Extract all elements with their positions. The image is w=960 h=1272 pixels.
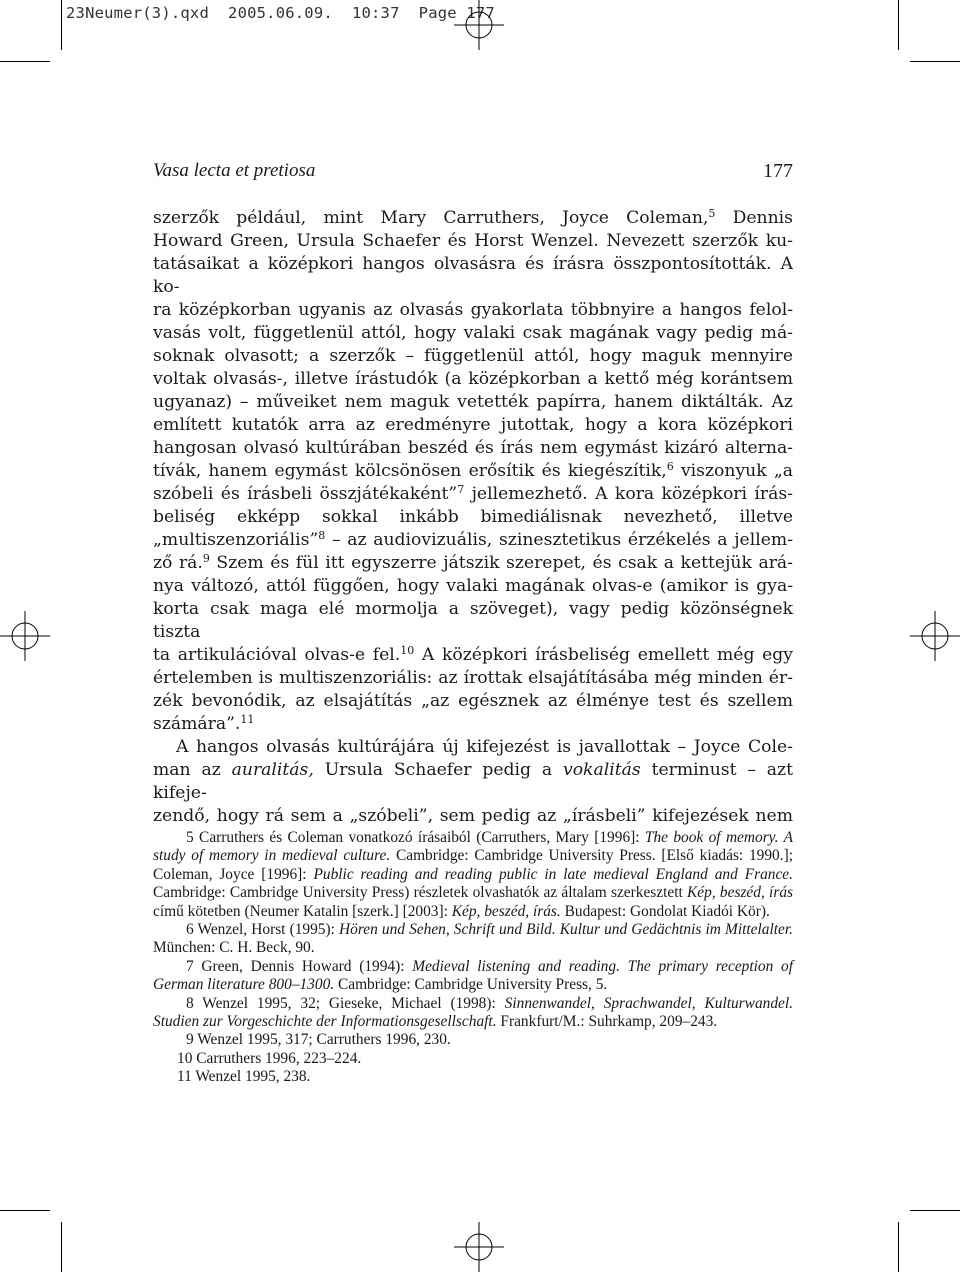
crop-mark-bottom-left-horizontal — [0, 1210, 50, 1211]
text-line: szerzők például, mint Mary Carruthers, Joyce Coleman,$^5$ Dennis — [153, 207, 793, 228]
text-line: man az auralitás, Ursula Schaefer pedig a vokalitás terminust – azt kifeje- — [153, 760, 794, 803]
text-line: zendő, hogy rá sem a „szóbeli”, sem pedig az „írásbeli” kifejezések nem — [153, 806, 793, 826]
running-header-title: Vasa lecta et pretiosa — [153, 160, 316, 181]
print-slug: 23Neumer(3).qxd 2005.06.09. 10:37 Page 177 — [66, 4, 495, 22]
text-line: „multiszenzoriális”$^8$ – az audiovizuális, szinesztetikus érzékelés a jellem- — [153, 529, 794, 550]
registration-mark-bottom-icon — [454, 1222, 504, 1272]
text-line: nya változó, attól függően, hogy valaki magának olvas-e (amikor is gya- — [153, 576, 793, 596]
crop-mark-top-right-vertical — [898, 0, 899, 50]
text-line: hangosan olvasó kultúrában beszéd és írás nem egymást kizáró alterna- — [153, 438, 793, 458]
registration-mark-top-icon — [454, 0, 504, 50]
footnote-5: 5 Carruthers és Coleman vonatkozó írásaiból (Carruthers, Mary [1996]: The book of memory. A study of memory in medieval culture. Cambridge: Cambridge University Press. [Első kiadás: 1990.]; Coleman, Joyce [1996]: Public reading and reading public in late medieval England and France. Cambridge: Cambridge University Press) részletek olvashatók az általam szerkesztett Kép, beszéd, írás című kötetben (Neumer Katalin [szerk.] [2003]: Kép, beszéd, írás. Budapest: Gondolat Kiadói Kör). — [153, 829, 794, 920]
text-line: beliség ekképp sokkal inkább bimediálisnak nevezhető, illetve — [153, 507, 793, 527]
crop-mark-bottom-left-vertical — [61, 1222, 62, 1272]
registration-mark-left-icon — [0, 611, 50, 661]
crop-mark-top-right-horizontal — [910, 61, 960, 62]
footnote-11: 11 Wenzel 1995, 238. — [177, 1068, 311, 1086]
text-line: szóbeli és írásbeli összjátékaként”$^7$ jellemezhető. A kora középkori írás- — [153, 483, 793, 504]
crop-mark-bottom-right-horizontal — [910, 1210, 960, 1211]
text-line: ugyanaz) – műveiket nem maguk vetették papírra, hanem diktálták. Az — [153, 392, 793, 412]
footnote-8: 8 Wenzel 1995, 32; Gieseke, Michael (1998): Sinnenwandel, Sprachwandel, Kulturwandel. Studien zur Vorgeschichte der Informationsgesellschaft. Frankfurt/M.: Suhrkamp, 209–243. — [153, 994, 793, 1031]
text-line: Howard Green, Ursula Schaefer és Horst Wenzel. Nevezett szerzők ku- — [153, 231, 793, 251]
text-line: értelemben is multiszenzoriális: az írottak elsajátításába még minden ér- — [153, 668, 793, 688]
text-line: korta csak maga elé mormolja a szöveget), vagy pedig közönségnek tiszta — [153, 599, 793, 642]
text-line: említett kutatók arra az eredményre jutottak, hogy a kora középkori — [153, 415, 793, 435]
registration-mark-right-icon — [910, 611, 960, 661]
text-line: ra középkorban ugyanis az olvasás gyakorlata többnyire a hangos felol- — [153, 300, 793, 320]
crop-mark-bottom-right-vertical — [898, 1222, 899, 1272]
page-number: 177 — [763, 160, 793, 182]
text-line: ző rá.$^9$ Szem és fül itt egyszerre játszik szerepet, és csak a kettejük ará- — [153, 552, 793, 573]
text-line: voltak olvasás-, illetve írástudók (a középkorban a kettő még korántsem — [153, 369, 793, 389]
text-line: soknak olvasott; a szerzők – függetlenül attól, hogy maguk mennyire — [153, 346, 793, 366]
text-line: vasás volt, függetlenül attól, hogy valaki csak magának vagy pedig má- — [153, 323, 793, 343]
text-line: tívák, hanem egymást kölcsönösen erősítik és kiegészítik,$^6$ viszonyuk „a — [153, 460, 793, 481]
text-line: számára”.$^{11}$ — [153, 713, 255, 734]
crop-mark-top-left-horizontal — [0, 61, 50, 62]
text-line: zék bevonódik, az elsajátítás „az egésznek az élménye test és szellem — [153, 691, 793, 711]
footnote-10: 10 Carruthers 1996, 223–224. — [177, 1049, 362, 1067]
footnote-7: 7 Green, Dennis Howard (1994): Medieval listening and reading. The primary reception of German literature 800–1300. Cambridge: Cambridge University Press, 5. — [153, 957, 793, 994]
text-line: tatásaikat a középkori hangos olvasásra és írásra összpontosították. A ko- — [153, 254, 793, 297]
text-line: A hangos olvasás kultúrájára új kifejezést is javallottak – Joyce Cole- — [176, 737, 793, 757]
footnote-6: 6 Wenzel, Horst (1995): Hören und Sehen, Schrift und Bild. Kultur und Gedächtnis im Mittelalter. München: C. H. Beck, 90. — [153, 921, 793, 957]
crop-mark-top-left-vertical — [61, 0, 62, 50]
text-line: ta artikulációval olvas-e fel.$^{10}$ A középkori írásbeliség emellett még egy — [153, 644, 793, 665]
body-text — [153, 207, 793, 828]
footnotes — [153, 829, 793, 1087]
footnote-9: 9 Wenzel 1995, 317; Carruthers 1996, 230. — [186, 1031, 451, 1049]
